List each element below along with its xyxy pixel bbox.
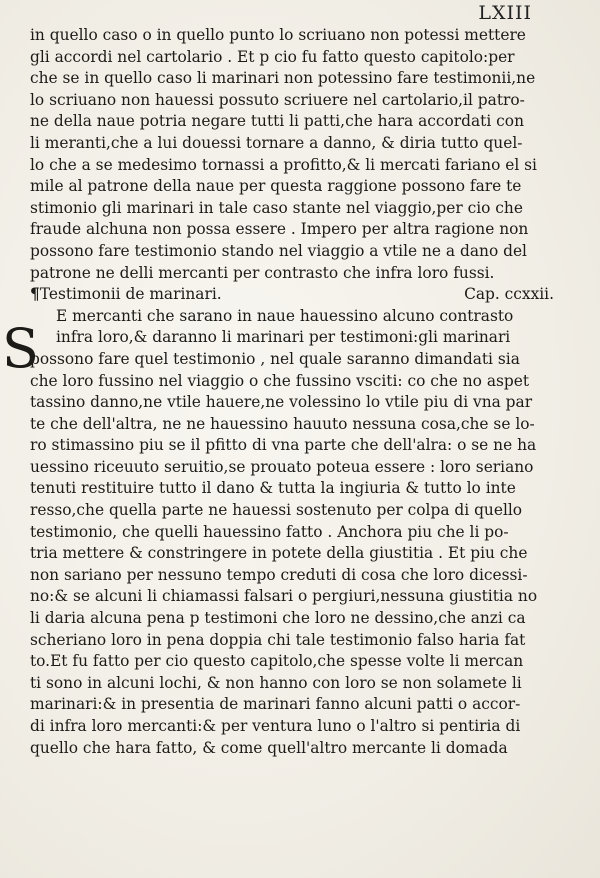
text-line: mile al patrone della naue per questa raggione possono fare te [30,177,522,196]
text-line: che loro fussino nel viaggio o che fussino vsciti: co che no aspet [30,371,530,390]
paragraph-chapter [30,306,558,759]
text-line: di infra loro mercanti:& per ventura luno o l'altro si pentiria di [30,717,521,735]
text-line: che se in quello caso li marinari non potessino fare testimonii,ne [30,69,536,88]
text-line: scheriano loro in pena doppia chi tale testimonio falso haria fat [30,630,526,649]
text-line: ne della naue potria negare tutti li patti,che hara accordati con [30,112,524,131]
text-line: to.Et fu fatto per cio questo capitolo,che spesse volte li mercan [30,652,524,671]
text-line: testimonio, che quelli hauessino fatto . Anchora piu che li po- [30,522,509,541]
text-line: lo scriuano non hauessi possuto scriuere nel cartolario,il patro- [30,90,525,109]
text-line: non sariano per nessuno tempo creduti di cosa che loro dicessi- [30,565,528,584]
chapter-number: Cap. ccxxii. [464,285,554,304]
text-line: resso,che quella parte ne hauessi sostenuto per colpa di quello [30,501,523,520]
text-line: li daria alcuna pena p testimoni che loro ne dessino,che anzi ca [30,609,526,628]
text-line: stimonio gli marinari in tale caso stante nel viaggio,per cio che [30,198,523,217]
text-line: gli accordi nel cartolario . Et p cio fu fatto questo capitolo:per [30,47,515,66]
drop-cap: S [2,317,39,380]
text-line: ti sono in alcuni lochi, & non hanno con loro se non solamete li [30,673,522,692]
text-line: tria mettere & constringere in potete della giustitia . Et piu che [30,544,528,563]
chapter-heading [30,284,558,306]
text-line: lo che a se medesimo tornassi a profitto,& li mercati fariano el si [30,155,537,174]
text-line: li meranti,che a lui douessi tornare a danno, & diria tutto quel- [30,133,523,152]
folio-number: LXIII [478,2,532,24]
text-line: no:& se alcuni li chiamassi falsari o pergiuri,nessuna giustitia no [30,587,538,606]
text-line: te che dell'altra, ne ne hauessino hauuto nessuna cosa,che se lo- [30,414,535,433]
text-line: tassino danno,ne vtile hauere,ne volessino lo vtile piu di vna par [30,393,533,412]
text-line: in quello caso o in quello punto lo scriuano non potessi mettere [30,26,526,44]
pilcrow-icon: ¶ [30,285,40,304]
chapter-title-group [30,284,222,306]
page-text [30,25,558,759]
paragraph-previous [30,25,558,284]
text-line: fraude alchuna non possa essere . Impero per altra ragione non [30,220,529,239]
text-line: possono fare testimonio stando nel viaggio a vtile ne a dano del [30,241,527,260]
text-line: tenuti restituire tutto il dano & tutta la ingiuria & tutto lo inte [30,479,516,498]
text-line: infra loro,& daranno li marinari per testimoni:gli marinari [56,328,511,347]
text-line: quello che hara fatto, & come quell'altro mercante li domada [30,738,508,757]
text-line: patrone ne delli mercanti per contrasto che infra loro fussi. [30,263,495,282]
text-line: possono fare quel testimonio , nel quale saranno dimandati sia [30,349,520,368]
text-line: marinari:& in presentia de marinari fanno alcuni patti o accor- [30,695,521,714]
chapter-title: Testimonii de marinari. [39,285,222,304]
text-line: ro stimassino piu se il pfitto di vna parte che dell'alra: o se ne ha [30,436,537,455]
text-line: uessino riceuuto seruitio,se prouato poteua essere : loro seriano [30,457,534,476]
text-line: E mercanti che sarano in naue hauessino alcuno contrasto [56,306,514,325]
